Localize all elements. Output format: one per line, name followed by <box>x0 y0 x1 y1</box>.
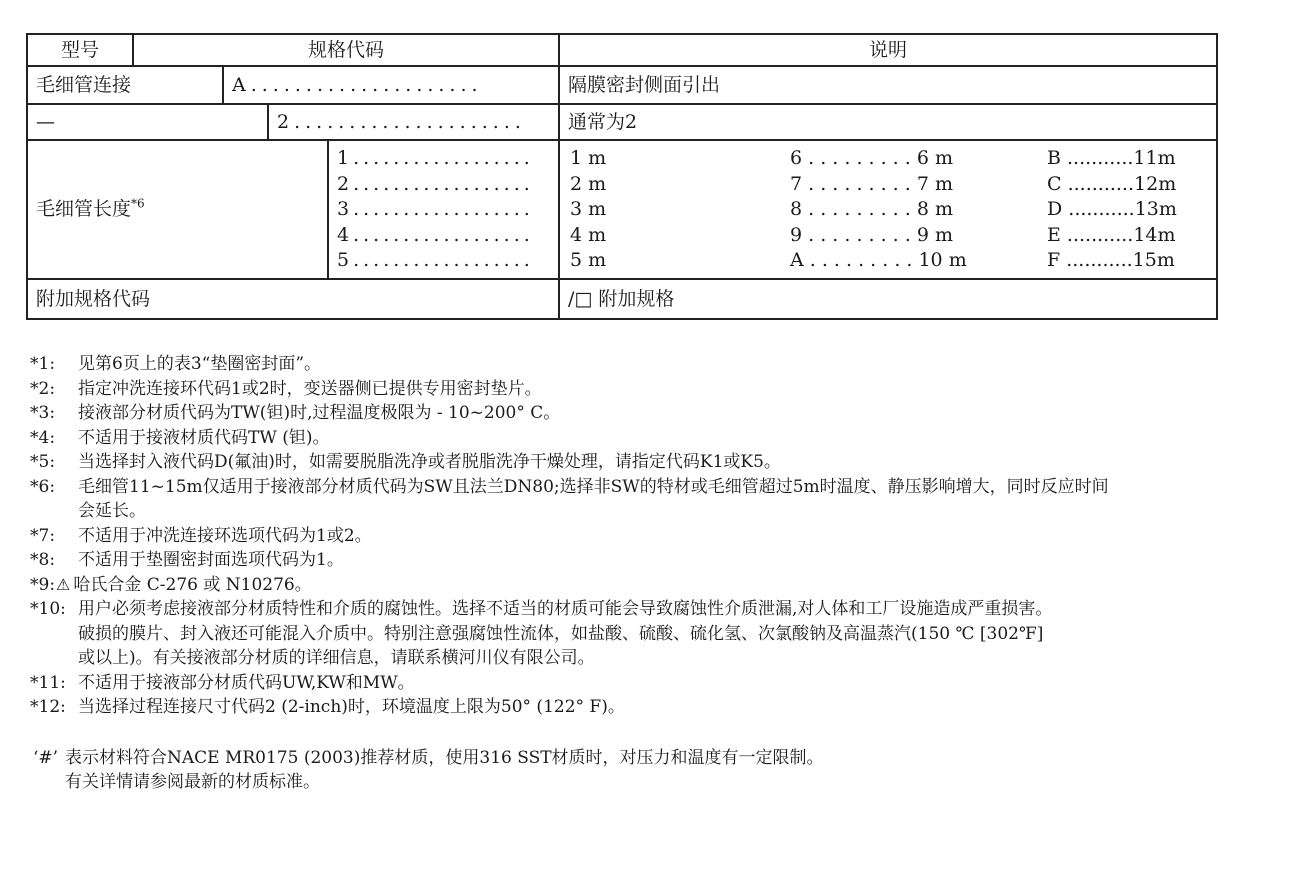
footnote-12-text <box>78 695 1285 720</box>
footnote-6-label: *6: <box>30 476 56 497</box>
warning-triangle-icon: ⚠ <box>56 574 71 594</box>
footnote-2-label: *2: <box>30 378 56 399</box>
length-desc-col2 <box>780 141 1037 278</box>
length-1m: 1 m <box>570 147 607 169</box>
footnote-11-line: 不适用于接液部分材质代码UW,KW和MW。 <box>78 672 415 693</box>
footnote-11-label: *11: <box>30 672 66 693</box>
footnote-6-line-2: 会延长。 <box>78 501 146 521</box>
table-row-additional-spec <box>28 280 1216 318</box>
footnote-3 <box>30 401 1285 426</box>
footnote-10-label: *10: <box>30 599 66 619</box>
footnote-8-text <box>78 548 1285 573</box>
footnote-10-text <box>78 597 1285 671</box>
footnote-1-text <box>78 352 1285 377</box>
length-5m: 5 m <box>570 249 607 271</box>
length-11m: B ...........11m <box>1047 147 1176 169</box>
footnotes-section <box>30 352 1285 795</box>
footnote-4-text <box>78 426 1285 451</box>
length-desc-col3 <box>1037 141 1216 278</box>
footnote-7-text <box>78 524 1285 549</box>
footnote-5 <box>30 450 1285 475</box>
capillary-length-label <box>28 141 329 278</box>
footnote-8 <box>30 548 1285 573</box>
footnote-12-line: 当选择过程连接尺寸代码2 (2-inch)时，环境温度上限为50° (122° F)。 <box>78 697 625 717</box>
length-desc-col1 <box>560 141 780 278</box>
length-code-2: 2.................. <box>337 172 534 195</box>
table-header-row <box>28 35 1216 67</box>
dash-row-desc: 通常为2 <box>568 110 638 133</box>
footnote-3-line: 接液部分材质代码为TW(钽)时,过程温度极限为 - 10~200° C。 <box>78 403 561 423</box>
spec-code-table <box>26 33 1218 320</box>
length-12m: C ...........12m <box>1047 172 1177 195</box>
dash-row-label: — <box>28 105 269 139</box>
footnote-1-line: 见第6页上的表3“垫圈密封面”。 <box>78 354 322 374</box>
footnote-8-line: 不适用于垫圈密封面选项代码为1。 <box>78 550 344 570</box>
footnote-1 <box>30 352 1285 377</box>
footnote-10-line-3: 或以上)。有关接液部分材质的详细信息，请联系横河川仪有限公司。 <box>78 648 595 668</box>
footnote-5-line: 当选择封入液代码D(氟油)时，如需要脱脂洗净或者脱脂洗净干燥处理，请指定代码K1或K5。 <box>78 452 781 472</box>
capillary-connection-code: A..................... <box>224 67 560 103</box>
length-14m: E ...........14m <box>1047 223 1176 246</box>
footnote-6 <box>30 475 1285 524</box>
footnote-2-text <box>78 377 1285 402</box>
length-2m: 2 m <box>570 172 607 195</box>
length-6m: 6 . . . . . . . . . 6 m <box>790 147 953 169</box>
header-spec-code: 规格代码 <box>134 35 560 65</box>
footnote-4-line: 不适用于接液材质代码TW (钽)。 <box>78 427 330 448</box>
footnote-3-text <box>78 401 1285 426</box>
footnote-11 <box>30 671 1285 696</box>
length-8m: 8 . . . . . . . . . 8 m <box>790 198 953 220</box>
footnote-10-line-2: 破损的膜片、封入液还可能混入介质中。特别注意强腐蚀性流体，如盐酸、硫酸、硫化氢、次氯酸钠及高温蒸汽(150 ℃ [302℉] <box>78 623 1044 644</box>
table-row-capillary-length <box>28 141 1216 280</box>
hash-note-line-1: 表示材料符合NACE MR0175 (2003)推荐材质，使用316 SST材质时，对压力和温度有一定限制。 <box>65 747 824 768</box>
additional-spec-label: 附加规格代码 <box>28 280 560 318</box>
hash-note-line-2: 有关详情请参阅最新的材质标准。 <box>65 772 320 792</box>
footnote-9-line: 哈氏合金 C-276 或 N10276。 <box>73 574 312 595</box>
footnote-6-line-1: 毛细管11~15m仅适用于接液部分材质代码为SW且法兰DN80;选择非SW的特材或毛细管超过5m时温度、静压影响增大，同时反应时间 <box>78 476 1109 497</box>
footnote-11-text <box>78 671 1285 696</box>
footnote-7 <box>30 524 1285 549</box>
footnote-7-label: *7: <box>30 525 56 546</box>
footnote-9 <box>30 573 1285 598</box>
hash-note-label: ‘#’ <box>33 747 59 768</box>
length-7m: 7 . . . . . . . . . 7 m <box>790 172 953 195</box>
table-row-dash <box>28 105 1216 141</box>
footnote-9-text <box>73 573 1285 598</box>
footnote-12 <box>30 695 1285 720</box>
capillary-connection-desc: 隔膜密封侧面引出 <box>568 73 721 96</box>
footnote-10 <box>30 597 1285 671</box>
footnote-9-label: *9: <box>30 574 56 595</box>
footnote-2-line: 指定冲洗连接环代码1或2时，变送器侧已提供专用密封垫片。 <box>78 378 542 399</box>
length-code-3: 3.................. <box>337 198 534 220</box>
additional-spec-desc: /□ 附加规格 <box>568 287 675 310</box>
hash-note-text <box>65 746 1285 795</box>
footnote-1-label: *1: <box>30 354 56 374</box>
header-description: 说明 <box>868 38 907 61</box>
footnote-10-line-1: 用户必须考虑接液部分材质特性和介质的腐蚀性。选择不适当的材质可能会导致腐蚀性介质泄漏,对人体和工厂设施造成严重损害。 <box>78 599 1053 619</box>
footnote-12-label: *12: <box>30 697 66 717</box>
footnote-ref-6: *6 <box>131 196 145 211</box>
footnote-5-label: *5: <box>30 452 56 472</box>
footnote-4 <box>30 426 1285 451</box>
length-4m: 4 m <box>570 223 607 246</box>
length-code-5: 5.................. <box>337 249 534 271</box>
length-10m: A . . . . . . . . . 10 m <box>790 249 967 271</box>
footnote-2 <box>30 377 1285 402</box>
table-row-capillary-connection <box>28 67 1216 105</box>
hash-material-note <box>33 746 1285 795</box>
footnote-8-label: *8: <box>30 550 56 570</box>
footnote-7-line: 不适用于冲洗连接环选项代码为1或2。 <box>78 525 372 546</box>
capillary-length-desc <box>560 141 1216 278</box>
dash-row-code: 2..................... <box>269 105 560 139</box>
length-9m: 9 . . . . . . . . . 9 m <box>790 223 953 246</box>
footnote-3-label: *3: <box>30 403 56 423</box>
footnote-5-text <box>78 450 1285 475</box>
capillary-connection-label: 毛细管连接 <box>28 67 224 103</box>
footnote-6-text <box>78 475 1285 524</box>
length-3m: 3 m <box>570 198 607 220</box>
length-15m: F ...........15m <box>1047 249 1175 271</box>
header-model: 型号 <box>28 35 134 65</box>
capillary-length-codes <box>329 141 560 278</box>
footnote-4-label: *4: <box>30 427 56 448</box>
length-code-1: 1.................. <box>337 147 534 169</box>
length-13m: D ...........13m <box>1047 198 1177 220</box>
length-code-4: 4.................. <box>337 223 534 246</box>
capillary-length-label-text: 毛细管长度$^{*6}$ <box>36 196 145 221</box>
